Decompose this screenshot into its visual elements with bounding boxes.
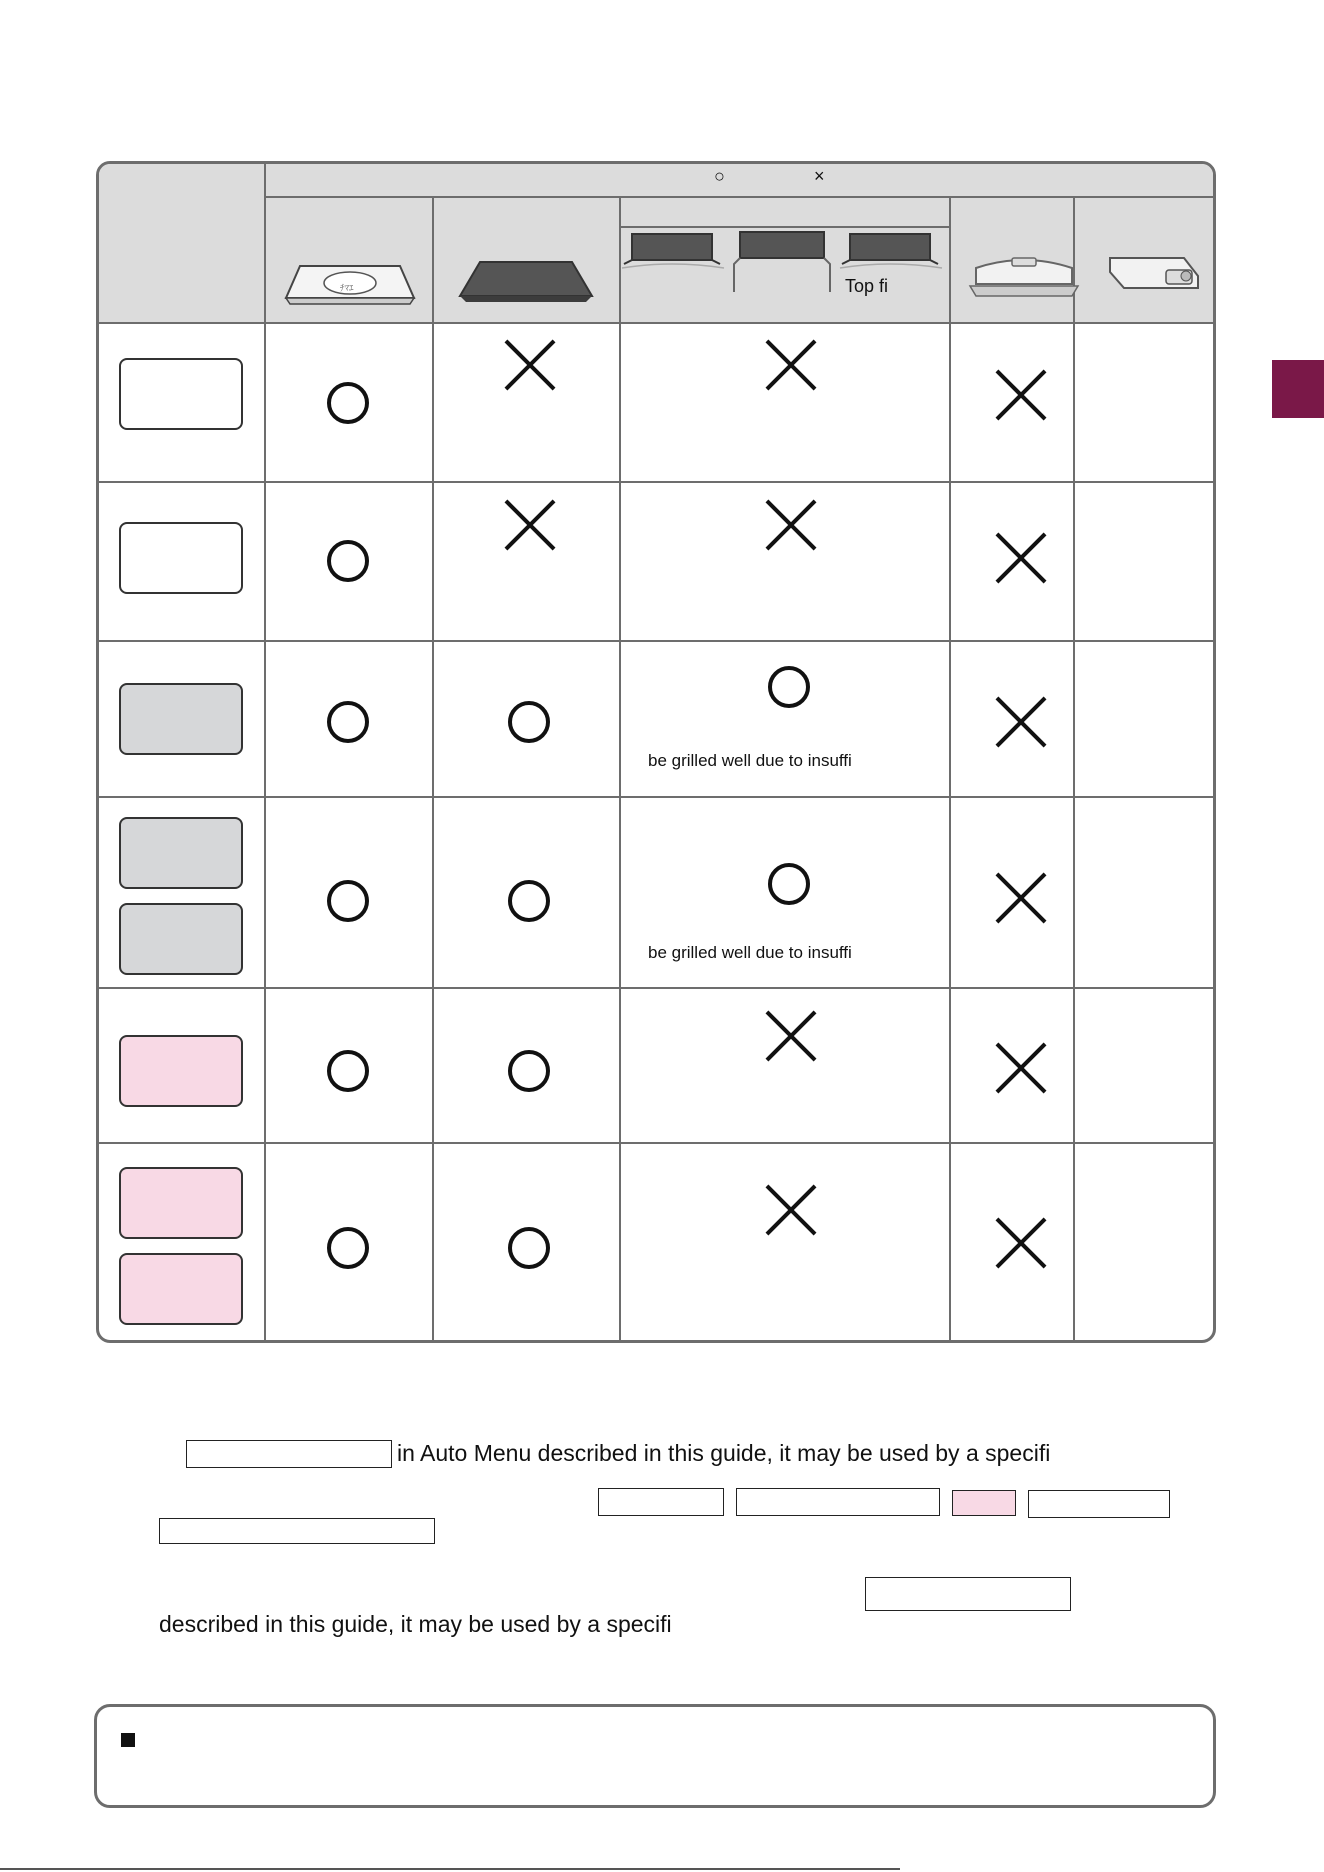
redacted-box (159, 1518, 435, 1544)
header-bottom-line (99, 322, 1213, 324)
compatible-circle-icon (327, 1227, 369, 1269)
probe-accessory-icon (1106, 248, 1202, 304)
dark-baking-tray-icon (458, 258, 594, 306)
pink-swatch-box (952, 1490, 1016, 1516)
incompatible-x-icon (993, 870, 1049, 926)
incompatible-x-icon (993, 1040, 1049, 1096)
compatible-circle-icon (327, 701, 369, 743)
row-line (99, 1142, 1213, 1144)
food-category-box (119, 522, 243, 594)
paragraph-line-1: in Auto Menu described in this guide, it may be used by a specifi (397, 1440, 1051, 1466)
food-category-box (119, 903, 243, 975)
incompatible-x-icon (763, 1008, 819, 1064)
col-line (1073, 196, 1075, 1340)
compatible-circle-icon (327, 382, 369, 424)
compatible-circle-icon (768, 666, 810, 708)
footer-rule (0, 1868, 900, 1870)
incompatible-x-icon (763, 337, 819, 393)
col-line (949, 196, 951, 1340)
covered-dish-icon (968, 250, 1080, 302)
food-category-box (119, 358, 243, 430)
square-bullet-icon (121, 1733, 135, 1747)
incompatible-x-icon (993, 530, 1049, 586)
row-line (99, 987, 1213, 989)
compatible-circle-icon (327, 1050, 369, 1092)
food-category-box (119, 1035, 243, 1107)
compatible-circle-icon (327, 540, 369, 582)
compatible-circle-icon (508, 1227, 550, 1269)
incompatible-x-icon (993, 1215, 1049, 1271)
redacted-box (736, 1488, 940, 1516)
note-box (94, 1704, 1216, 1808)
row-line (99, 481, 1213, 483)
round-tray-plate-icon (280, 258, 420, 308)
incompatible-x-icon (763, 1182, 819, 1238)
food-category-box (119, 683, 243, 755)
legend-x-symbol: × (814, 166, 825, 186)
compatible-circle-icon (508, 880, 550, 922)
compatible-circle-icon (508, 701, 550, 743)
rack-cell-note: be grilled well due to insuffi (648, 751, 852, 770)
incompatible-x-icon (763, 497, 819, 553)
compatible-circle-icon (508, 1050, 550, 1092)
col-line (619, 196, 621, 1340)
incompatible-x-icon (502, 337, 558, 393)
compatible-circle-icon (768, 863, 810, 905)
redacted-box (865, 1577, 1071, 1611)
chapter-tab (1272, 360, 1324, 418)
wire-rack-set-icon (620, 228, 950, 296)
redacted-box (1028, 1490, 1170, 1518)
food-category-box (119, 817, 243, 889)
legend-circle-symbol: ○ (714, 166, 725, 186)
redacted-box (598, 1488, 724, 1516)
row-line (99, 640, 1213, 642)
incompatible-x-icon (993, 694, 1049, 750)
food-category-box (119, 1167, 243, 1239)
redacted-box (186, 1440, 392, 1468)
header-divider (264, 196, 1213, 198)
top-fill-note: Top fi (845, 276, 889, 296)
compatible-circle-icon (327, 880, 369, 922)
incompatible-x-icon (502, 497, 558, 553)
svg-text:ﾁﾏｴ: ﾁﾏｴ (340, 284, 354, 294)
paragraph-line-2: described in this guide, it may be used by a specifi (159, 1611, 672, 1637)
incompatible-x-icon (993, 367, 1049, 423)
row-line (99, 796, 1213, 798)
rack-cell-note: be grilled well due to insuffi (648, 943, 852, 962)
col-line (264, 164, 266, 1340)
col-line (432, 196, 434, 1340)
food-category-box (119, 1253, 243, 1325)
